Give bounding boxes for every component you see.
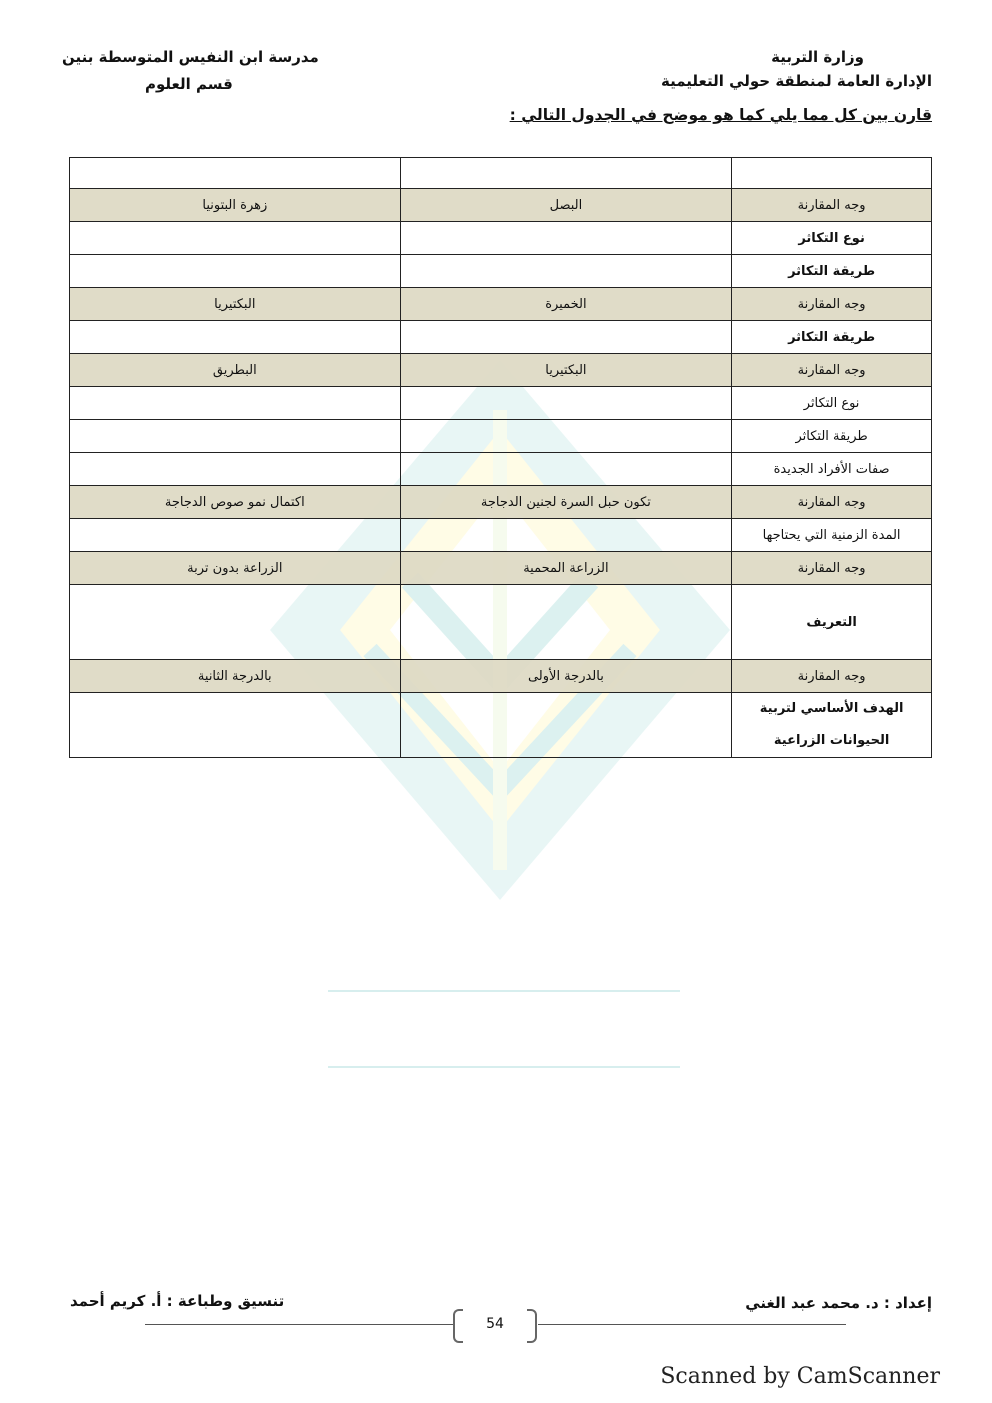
column-a-header: البكتيريا [400,354,732,387]
answer-cell[interactable] [70,585,401,660]
table-top-row [70,158,932,189]
footer-rule-left [145,1324,453,1325]
answer-cell[interactable] [400,321,732,354]
school-name: مدرسة ابن النفيس المتوسطة بنين [62,48,319,66]
coordinator-credit: تنسيق وطباعة : أ. كريم أحمد [70,1292,285,1310]
row-label: طريقة التكاثر [732,420,932,453]
comparison-aspect-header: وجه المقارنة [732,486,932,519]
table-row [70,222,932,255]
table-header-row [70,660,932,693]
column-b-header: الزراعة بدون تربة [70,552,401,585]
table-row [70,255,932,288]
answer-cell[interactable] [400,585,732,660]
column-a-header: الخميرة [400,288,732,321]
column-a-header: تكون حبل السرة لجنين الدجاجة [400,486,732,519]
table-header-row [70,354,932,387]
row-label: نوع التكاثر [732,222,932,255]
comparison-aspect-header: وجه المقارنة [732,660,932,693]
answer-cell[interactable] [400,255,732,288]
answer-cell[interactable] [400,420,732,453]
instruction-text: قارن بين كل مما يلي كما هو موضح في الجدول التالي : [509,106,932,124]
page-bracket-right [527,1309,537,1343]
table-header-row [70,486,932,519]
answer-cell[interactable] [400,693,732,758]
answer-cell[interactable] [70,453,401,486]
table-header-row [70,552,932,585]
column-b-header: اكتمال نمو صوص الدجاجة [70,486,401,519]
column-a-header: بالدرجة الأولى [400,660,732,693]
column-b-header: البطريق [70,354,401,387]
comparison-table [69,157,932,758]
table-header-row [70,189,932,222]
answer-cell[interactable] [70,255,401,288]
row-label: المدة الزمنية التي يحتاجها [732,519,932,552]
comparison-aspect-header: وجه المقارنة [732,552,932,585]
table-row [70,453,932,486]
comparison-aspect-header: وجه المقارنة [732,288,932,321]
answer-cell[interactable] [70,693,401,758]
row-label: الهدف الأساسي لتربية الحيوانات الزراعية [732,693,932,758]
table-row [70,321,932,354]
comparison-aspect-header: وجه المقارنة [732,189,932,222]
answer-cell[interactable] [400,387,732,420]
table-row [70,585,932,660]
row-label: طريقة التكاثر [732,255,932,288]
ministry-title: وزارة التربية [771,48,864,66]
answer-cell[interactable] [400,222,732,255]
answer-cell[interactable] [70,222,401,255]
column-b-header: البكتيريا [70,288,401,321]
table-header-row [70,288,932,321]
answer-cell[interactable] [400,519,732,552]
comparison-aspect-header: وجه المقارنة [732,354,932,387]
scanner-watermark-text: Scanned by CamScanner [660,1364,940,1389]
page-number: 54 [486,1316,504,1332]
column-a-header: الزراعة المحمية [400,552,732,585]
table-row [70,420,932,453]
column-b-header: زهرة البتونيا [70,189,401,222]
row-label: التعريف [732,585,932,660]
table-row [70,693,932,758]
answer-cell[interactable] [70,387,401,420]
table-row [70,519,932,552]
answer-cell[interactable] [400,453,732,486]
preparer-credit: إعداد : د. محمد عبد الغني [745,1294,932,1312]
watermark-line-top [328,990,680,992]
department-name: قسم العلوم [145,75,233,93]
directorate-title: الإدارة العامة لمنطقة حولي التعليمية [660,72,932,90]
table-row [70,387,932,420]
row-label: نوع التكاثر [732,387,932,420]
row-label: صفات الأفراد الجديدة [732,453,932,486]
answer-cell[interactable] [70,321,401,354]
column-a-header: البصل [400,189,732,222]
column-b-header: بالدرجة الثانية [70,660,401,693]
footer-rule-right [538,1324,846,1325]
page-bracket-left [453,1309,463,1343]
answer-cell[interactable] [70,420,401,453]
answer-cell[interactable] [70,519,401,552]
watermark-line-bottom [328,1066,680,1068]
row-label: طريقة التكاثر [732,321,932,354]
